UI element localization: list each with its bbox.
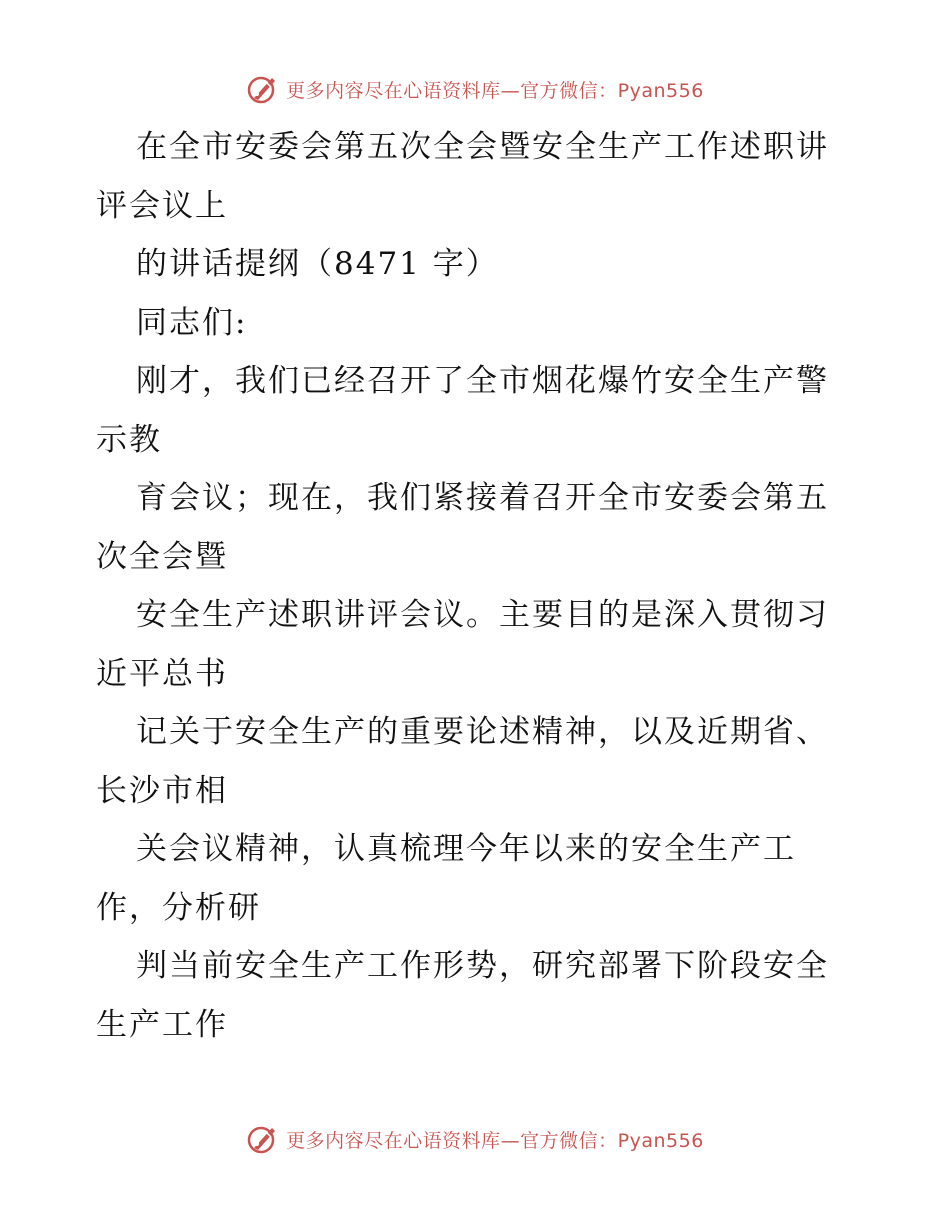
footer-watermark-banner: [0, 1122, 950, 1156]
text-line: 作，分析研: [96, 889, 261, 926]
text-line: 长沙市相: [96, 772, 228, 809]
header-watermark-text: 更多内容尽在心语资料库—官方微信：Pyan556: [286, 79, 704, 102]
feather-pen-logo-icon: [246, 1122, 280, 1156]
text-line: 的讲话提纲（8471 字）: [136, 246, 499, 282]
text-line: 在全市安委会第五次全会暨安全生产工作述职讲: [136, 129, 829, 165]
text-line: 示教: [96, 421, 162, 458]
text-line: 评会议上: [96, 187, 228, 224]
text-line: 生产工作: [96, 1006, 228, 1043]
header-watermark-banner: [0, 72, 950, 106]
text-line: 判当前安全生产工作形势，研究部署下阶段安全: [136, 948, 829, 984]
text-line: 记关于安全生产的重要论述精神，以及近期省、: [136, 714, 829, 750]
text-line: 次全会暨: [96, 538, 228, 575]
text-line: 安全生产述职讲评会议。主要目的是深入贯彻习: [136, 597, 829, 633]
document-body: [96, 118, 876, 1054]
text-line: 近平总书: [96, 655, 228, 692]
text-line: 育会议；现在，我们紧接着召开全市安委会第五: [136, 480, 829, 516]
text-line: 关会议精神，认真梳理今年以来的安全生产工: [136, 831, 796, 867]
text-line: 刚才，我们已经召开了全市烟花爆竹安全生产警: [136, 363, 829, 399]
text-line: 同志们:: [136, 304, 248, 341]
footer-watermark-text: 更多内容尽在心语资料库—官方微信：Pyan556: [286, 1129, 704, 1152]
feather-pen-logo-icon: [246, 72, 280, 106]
